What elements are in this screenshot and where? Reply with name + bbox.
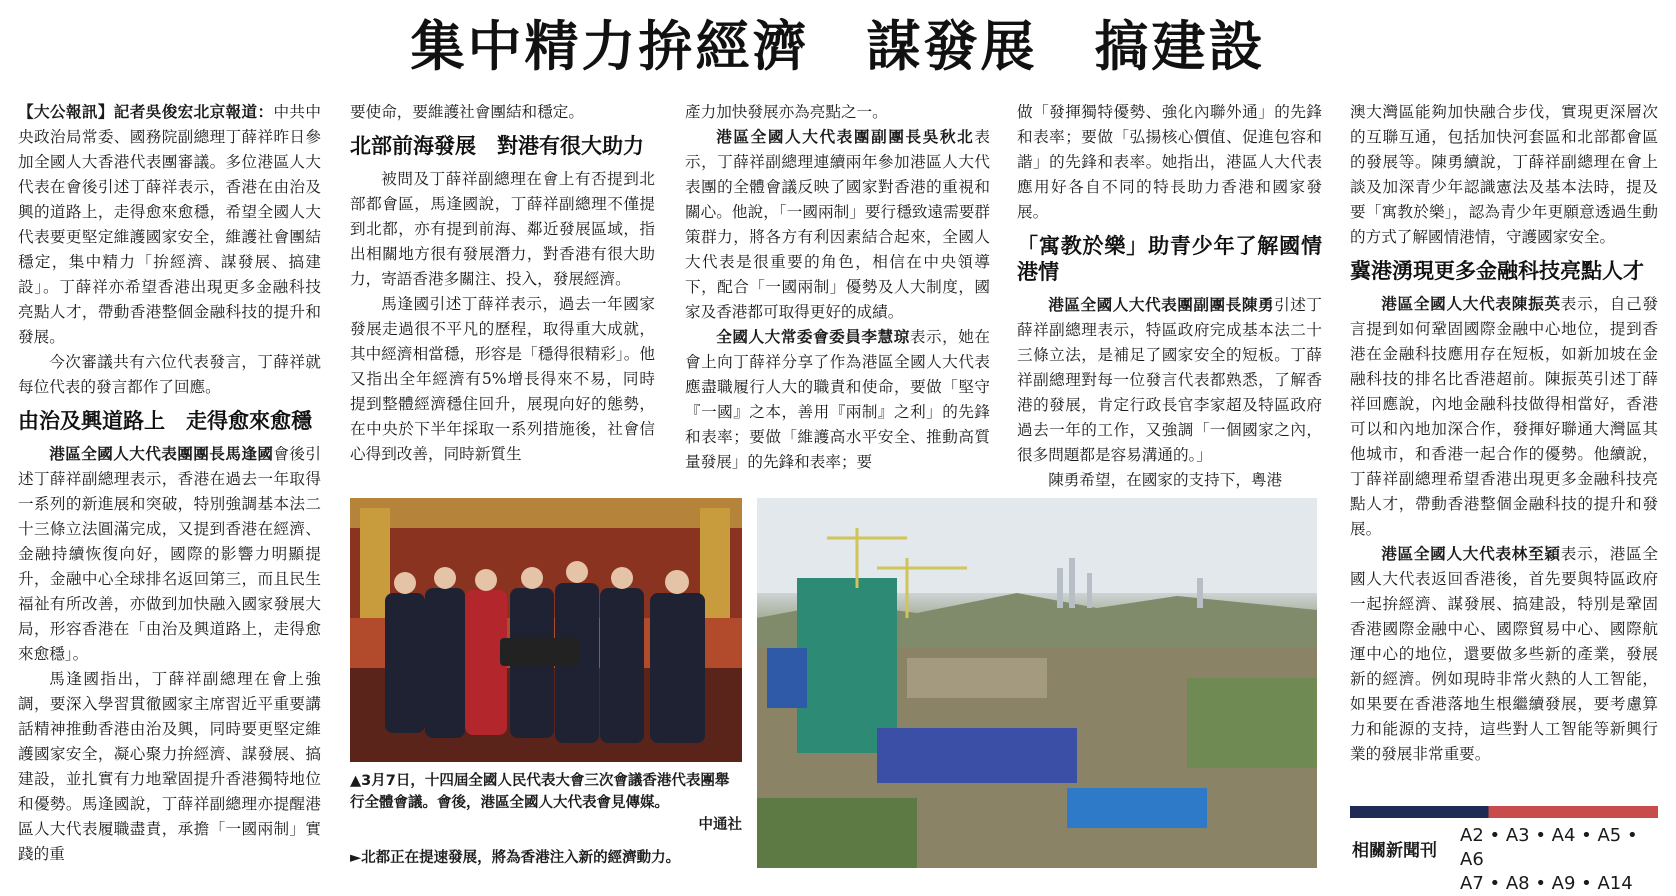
paragraph: 被問及丁薛祥副總理在會上有否提到北部都會區，馬逢國說，丁薛祥副總理不僅提到北都，亦有提到前海、鄰近發展區域，指出相關地方很有發展潛力，對香港有很大助力，寄語香港多關注、投入，發展經濟。 bbox=[350, 170, 655, 288]
speaker-name: 港區全國人大代表團團長馬逢國 bbox=[49, 445, 274, 463]
related-divider-bar bbox=[1350, 806, 1658, 818]
paragraph bbox=[18, 442, 321, 667]
construction-site-photo bbox=[757, 498, 1317, 868]
paragraph-text: 表示，丁薛祥副總理連續兩年參加港區人大代表團的全體會議反映了國家對香港的重視和關心。他說，「一國兩制」要行穩致遠需要群策群力，將各方有利因素結合起來，全國人大代表是很重要的角色，相信在中央領導下，配合「一國兩制」優勢及人大制度，國家及香港都可取得更好的成績。 bbox=[685, 128, 990, 321]
paragraph bbox=[685, 125, 990, 325]
speaker-name: 港區全國人大代表團副團長陳勇 bbox=[1048, 296, 1275, 314]
article-column-2 bbox=[350, 100, 655, 467]
article-column-3 bbox=[685, 100, 990, 475]
subheading: 冀港湧現更多金融科技亮點人才 bbox=[1350, 259, 1644, 283]
delegation-press-photo bbox=[350, 498, 742, 762]
speaker-name: 全國人大常委會委員李慧琼 bbox=[716, 328, 910, 346]
paragraph bbox=[1350, 292, 1658, 542]
article-column-5 bbox=[1350, 100, 1658, 767]
paragraph: 要使命，要維護社會團結和穩定。 bbox=[350, 103, 584, 121]
paragraph bbox=[1017, 293, 1322, 468]
speaker-name: 港區全國人大代表團副團長吳秋北 bbox=[716, 128, 975, 146]
article-column-4 bbox=[1017, 100, 1322, 493]
paragraph: 做「發揮獨特優勢、強化內聯外通」的先鋒和表率；要做「弘揚核心價值、促進包容和諧」的先鋒和表率。她指出，港區人大代表應用好各自不同的特長助力香港和國家發展。 bbox=[1017, 103, 1322, 221]
photo-credit: 中通社 bbox=[698, 817, 742, 833]
subheading: 由治及興道路上 走得愈來愈穩 bbox=[18, 409, 312, 433]
paragraph-text: 表示，她在會上向丁薛祥分享了作為港區全國人大代表應盡職履行人大的職責和使命，要做「堅守『一國』之本，善用『兩制』之利」的先鋒和表率；要做「維護高水平安全、推動高質量發展」的先鋒和表率；要 bbox=[685, 328, 990, 471]
photo-caption bbox=[350, 770, 742, 836]
photo-caption-2: ►北都正在提速發展，將為香港注入新的經濟動力。 bbox=[350, 850, 681, 866]
lead-paragraph bbox=[18, 100, 321, 350]
related-pages-line-2: A7 • A8 • A9 • A14 bbox=[1460, 873, 1633, 894]
delegation-illustration bbox=[350, 498, 742, 762]
paragraph-text: 表示，港區全國人大代表返回香港後，首先要與特區政府一起拚經濟、謀發展、搞建設，特別是鞏固香港國際金融中心、國際貿易中心、國際航運中心的地位，還要做多些新的產業，發展新的經濟。例如現時非常火熱的人工智能，如果要在香港落地生根繼續發展，要考慮算力和能源的支持，這些對人工智能等新興行業的發展非常重要。 bbox=[1350, 545, 1658, 763]
paragraph-text: 中共中央政治局常委、國務院副總理丁薛祥昨日參加全國人大香港代表團審議。多位港區人大代表在會後引述丁薛祥表示，香港在由治及興的道路上，走得愈來愈穩，希望全國人大代表要更堅定維護國家安全，維護社會團結穩定，集中精力「拚經濟、謀發展、搞建設」。丁薛祥亦希望香港出現更多金融科技亮點人才，帶動香港整個金融科技的提升和發展。 bbox=[18, 103, 321, 346]
paragraph bbox=[1350, 542, 1658, 767]
related-pages-line-1: A2 • A3 • A4 • A5 • A6 bbox=[1460, 825, 1638, 870]
subheading: 「寓教於樂」助青少年了解國情港情 bbox=[1017, 234, 1322, 284]
related-pages bbox=[1460, 824, 1658, 896]
headline: 集中精力拚經濟 謀發展 搞建設 bbox=[410, 15, 1266, 78]
paragraph: 陳勇希望，在國家的支持下，粵港 bbox=[1048, 471, 1283, 489]
paragraph: 馬逢國指出，丁薛祥副總理在會上強調，要深入學習貫徹國家主席習近平重要講話精神推動香港由治及興，同時要更堅定維護國家安全，凝心聚力拚經濟、謀發展、搞建設，並扎實有力地鞏固提升香港獨特地位和優勢。馬逢國說，丁薛祥副總理亦提醒港區人大代表履職盡責，承擔「一國兩制」實踐的重 bbox=[18, 670, 321, 863]
dateline: 【大公報訊】記者吳俊宏北京報道： bbox=[18, 103, 274, 121]
related-label: 相關新聞刊 bbox=[1352, 841, 1437, 861]
paragraph: 澳大灣區能夠加快融合步伐，實現更深層次的互聯互通，包括加快河套區和北部都會區的發展等。陳勇續說，丁薛祥副總理在會上談及加深青少年認識憲法及基本法時，提及要「寓教於樂」，認為青少年更願意透過生動的方式了解國情港情，守護國家安全。 bbox=[1350, 103, 1658, 246]
paragraph-text: 表示，自己發言提到如何鞏固國際金融中心地位，提到香港在金融科技應用存在短板，如新加坡在金融科技的排名比香港超前。陳振英引述丁薛祥回應說，內地金融科技做得相當好，香港可以和內地加深合作，發揮好聯通大灣區其他城市，和香港一起合作的優勢。他續說，丁薛祥副總理希望香港出現更多金融科技亮點人才，帶動香港整個金融科技的提升和發展。 bbox=[1350, 295, 1658, 538]
caption-text: ▲3月7日，十四屆全國人民代表大會三次會議香港代表團舉行全體會議。會後，港區全國人大代表會見傳媒。 bbox=[350, 773, 730, 811]
paragraph: 馬逢國引述丁薛祥表示，過去一年國家發展走過很不平凡的歷程，取得重大成就，其中經濟相當穩，形容是「穩得很精彩」。他又指出全年經濟有5%增長得來不易，同時提到整體經濟穩住回升，展現向好的態勢，在中央於下半年採取一系列措施後，社會信心得到改善，同時新質生 bbox=[350, 295, 655, 463]
paragraph: 今次審議共有六位代表發言，丁薛祥就每位代表的發言都作了回應。 bbox=[18, 353, 321, 396]
paragraph: 產力加快發展亦為亮點之一。 bbox=[685, 103, 888, 121]
related-news-box bbox=[1350, 806, 1658, 894]
subheading: 北部前海發展 對港有很大助力 bbox=[350, 134, 644, 158]
speaker-name: 港區全國人大代表陳振英 bbox=[1381, 295, 1561, 313]
paragraph bbox=[685, 325, 990, 475]
article-column-1 bbox=[18, 100, 321, 867]
speaker-name: 港區全國人大代表林至穎 bbox=[1381, 545, 1561, 563]
paragraph-text: 會後引述丁薛祥副總理表示，香港在過去一年取得一系列的新進展和突破，特別強調基本法二十三條立法圓滿完成，又提到香港在經濟、金融持續恢復向好，國際的影響力明顯提升，金融中心全球排名返回第三，而且民生福祉有所改善，亦做到加快融入國家發展大局，形容香港在「由治及興道路上，走得愈來愈穩」。 bbox=[18, 445, 321, 663]
paragraph-text: 引述丁薛祥副總理表示，特區政府完成基本法二十三條立法，是補足了國家安全的短板。丁薛祥副總理對每一位發言代表都熟悉，了解香港的發展，肯定行政長官李家超及特區政府過去一年的工作，又強調「一個國家之內，很多問題都是容易溝通的。」 bbox=[1017, 296, 1322, 464]
construction-illustration bbox=[757, 498, 1317, 868]
